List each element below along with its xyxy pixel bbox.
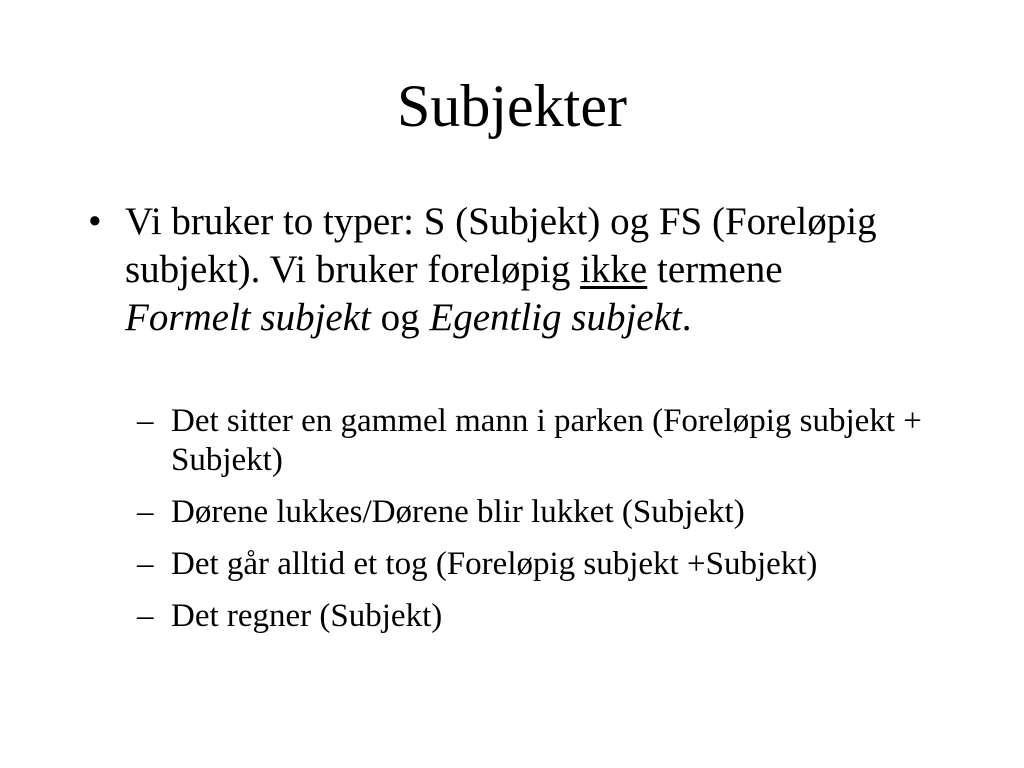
sub-bullet-marker: – bbox=[137, 546, 154, 582]
sub-bullet-marker: – bbox=[137, 403, 154, 439]
main-bullet-part1: Vi bruker to typer: S (Subjekt) og FS (Foreløpig subjekt). Vi bruker foreløpig bbox=[125, 200, 877, 291]
main-bullet-text bbox=[125, 198, 908, 342]
sub-bullet-text: Det sitter en gammel mann i parken (Foreløpig subjekt + Subjekt) bbox=[171, 403, 922, 478]
sub-bullet-list bbox=[137, 402, 937, 649]
sub-bullet-marker: – bbox=[137, 494, 154, 530]
main-bullet-part2: termene bbox=[647, 248, 783, 291]
bullet-marker: • bbox=[88, 200, 102, 243]
underlined-word: ikke bbox=[580, 248, 648, 291]
sub-bullet-text: Det går alltid et tog (Foreløpig subjekt +Subjekt) bbox=[171, 546, 818, 582]
sub-bullet-item bbox=[137, 402, 937, 480]
main-bullet bbox=[88, 198, 908, 342]
sub-bullet-item bbox=[137, 597, 937, 636]
sub-bullet-marker: – bbox=[137, 598, 154, 634]
sub-bullet-text: Det regner (Subjekt) bbox=[171, 598, 443, 634]
main-bullet-part4: . bbox=[681, 296, 692, 339]
sub-bullet-item bbox=[137, 493, 937, 532]
italic-term-egentlig: Egentlig subjekt bbox=[429, 296, 682, 339]
sub-bullet-item bbox=[137, 545, 937, 584]
italic-term-formelt: Formelt subjekt bbox=[125, 296, 371, 339]
sub-bullet-text: Dørene lukkes/Dørene blir lukket (Subjekt) bbox=[171, 494, 745, 530]
main-bullet-part3: og bbox=[370, 296, 430, 339]
slide-title: Subjekter bbox=[397, 73, 627, 139]
